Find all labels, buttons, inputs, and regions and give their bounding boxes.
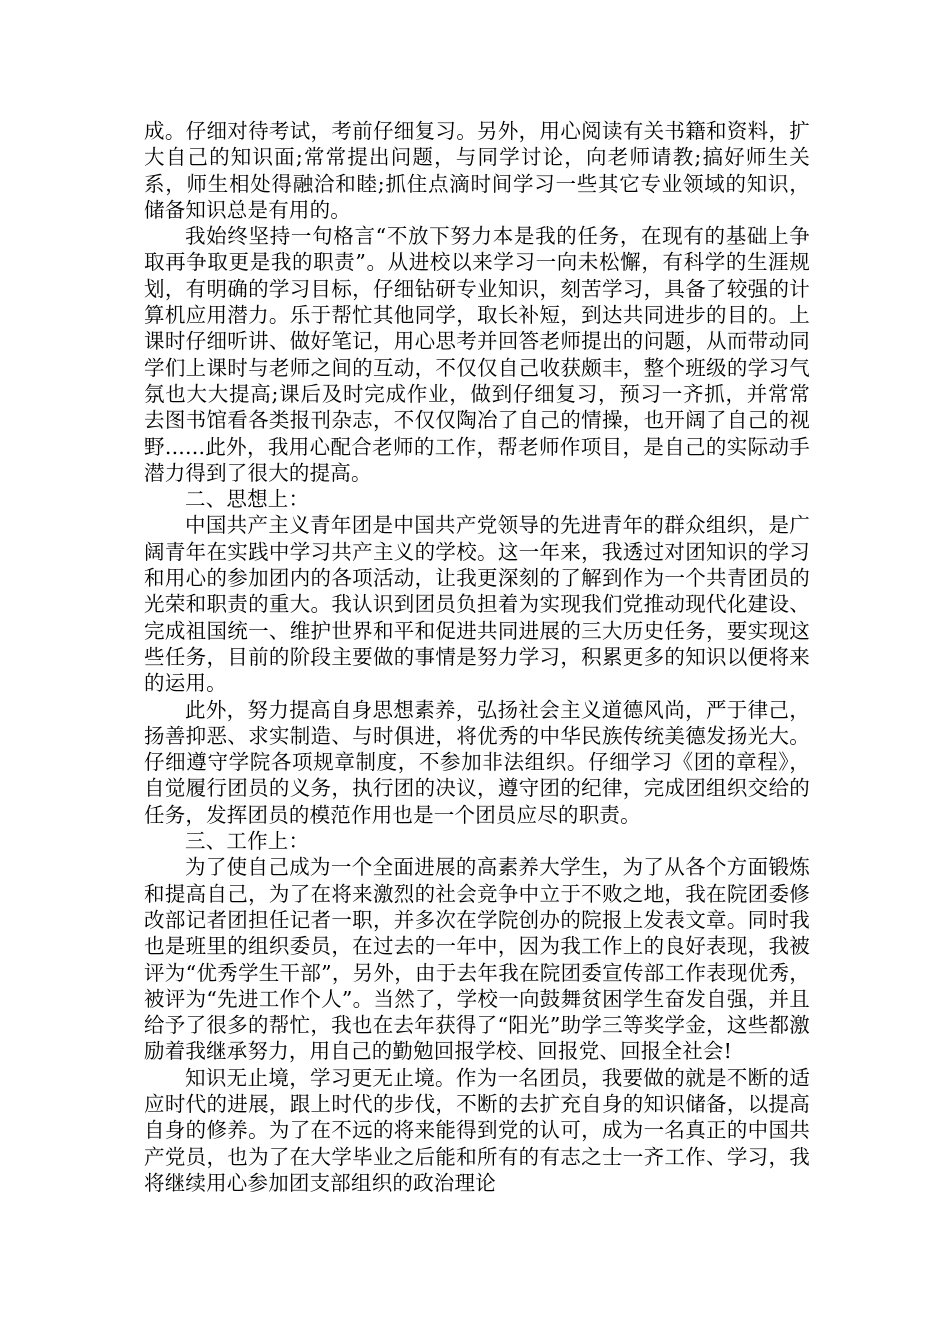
section-heading-thought: 二、思想上： [185,487,310,512]
paragraph-work-experience: 为了使自己成为一个全面进展的高素养大学生，为了从各个方面锻炼和提高自己，为了在将来激烈的社会竞争中立于不败之地，我在院团委修改部记者团担任记者一职，并多次在学院创办的院报上发表文章。同时我也是班里的组织委员，在过去的一年中，因为我工作上的良好表现，我被评为“优秀学生干部”，另外，由于去年我在院团委宣传部工作表现优秀，被评为“先进工作个人”。当然了，学校一向鼓舞贫困学生奋发自强，并且给予了很多的帮忙，我也在去年获得了“阳光”助学三等奖学金，这些都激励着我继承努力，用自己的勤勉回报学校、回报党、回报全社会! [144,855,810,1064]
paragraph-moral-quality: 此外，努力提高自身思想素养，弘扬社会主义道德风尚，严于律己，扬善抑恶、求实制造、与时俱进，将优秀的中华民族传统美德发扬光大。仔细遵守学院各项规章制度，不参加非法组织。仔细学习《团的章程》，自觉履行团员的义务，执行团的决议，遵守团的纪律，完成团组织交给的任务，发挥团员的模范作用也是一个团员应尽的职责。 [144,697,810,827]
section-heading-work: 三、工作上： [185,829,310,854]
document-page [144,118,810,1196]
paragraph-study-habits: 成。仔细对待考试，考前仔细复习。另外，用心阅读有关书籍和资料，扩大自己的知识面;常常提出问题，与同学讨论，向老师请教;搞好师生关系，师生相处得融洽和睦;抓住点滴时间学习一些其它专业领域的知识，储备知识总是有用的。 [144,119,810,222]
paragraph-lifelong-learning: 知识无止境，学习更无止境。作为一名团员，我要做的就是不断的适应时代的进展，跟上时代的步伐，不断的去扩充自身的知识储备，以提高自身的修养。为了在不远的将来能得到党的认可，成为一名真正的中国共产党员，也为了在大学毕业之后能和所有的有志之士一齐工作、学习，我将继续用心参加团支部组织的政治理论 [144,1065,810,1195]
paragraph-study-motto: 我始终坚持一句格言“不放下努力本是我的任务，在现有的基础上争取再争取更是我的职责”。从进校以来学习一向未松懈，有科学的生涯规划，有明确的学习目标，仔细钻研专业知识，刻苦学习，具备了较强的计算机应用潜力。乐于帮忙其他同学，取长补短，到达共同进步的目的。上课时仔细听讲、做好笔记，用心思考并回答老师提出的问题，从而带动同学们上课时与老师之间的互动，不仅仅自己收获颇丰，整个班级的学习气氛也大大提高;课后及时完成作业，做到仔细复习，预习一齐抓，并常常去图书馆看各类报刊杂志，不仅仅陶冶了自己的情操，也开阔了自己的视野......此外，我用心配合老师的工作，帮老师作项目，是自己的实际动手潜力得到了很大的提高。 [144,224,810,485]
paragraph-youth-league: 中国共产主义青年团是中国共产党领导的先进青年的群众组织，是广阔青年在实践中学习共产主义的学校。这一年来，我透过对团知识的学习和用心的参加团内的各项活动，让我更深刻的了解到作为一个共青团员的光荣和职责的重大。我认识到团员负担着为实现我们党推动现代化建设、完成祖国统一、维护世界和平和促进共同进展的三大历史任务，要实现这些任务，目前的阶段主要做的事情是努力学习，积累更多的知识以便将来的运用。 [144,513,810,696]
